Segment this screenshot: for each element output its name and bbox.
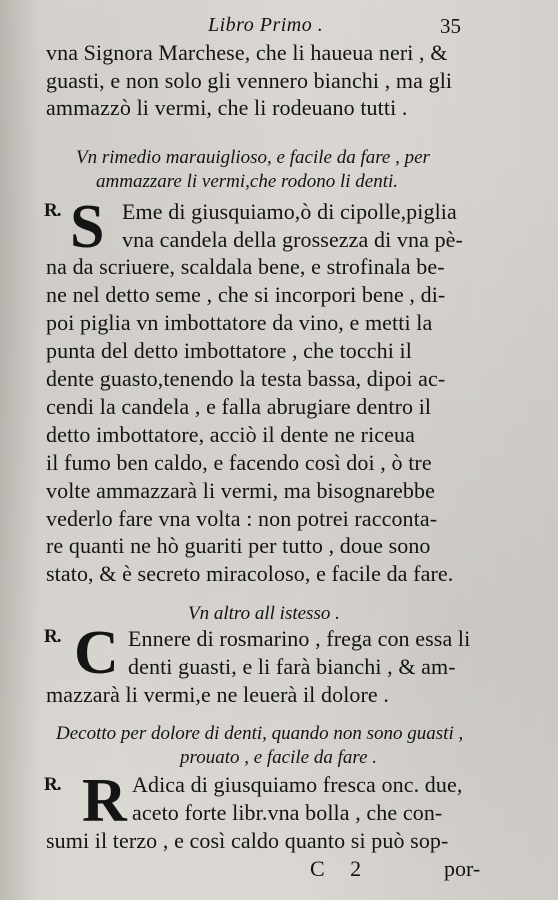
text-line: Ennere di rosmarino , frega con essa li	[128, 626, 471, 651]
remedy-heading: ammazzare li vermi,che rodono li denti.	[96, 171, 399, 192]
text-line: il fumo ben caldo, e facendo così doi , ò tre	[46, 450, 432, 475]
catchword: por-	[444, 856, 481, 881]
running-header-title: Libro Primo .	[208, 14, 324, 36]
text-line: ne nel detto seme , che si incorpori bene , di-	[46, 282, 446, 307]
text-line: aceto forte libr.vna bolla , che con-	[132, 800, 443, 825]
recipe-symbol: R.	[44, 626, 61, 647]
text-line: guasti, e non solo gli vennero bianchi , ma gli	[46, 68, 453, 93]
remedy-heading: prouato , e facile da fare .	[180, 747, 378, 768]
remedy-heading: Vn altro all istesso .	[188, 603, 340, 624]
text-line: poi piglia vn imbottatore da vino, e metti la	[46, 310, 433, 335]
text-line: ammazzò li vermi, che li rodeuano tutti .	[46, 95, 408, 120]
text-line: stato, & è secreto miracoloso, e facile da fare.	[46, 561, 454, 586]
text-line: cendi la candela , e falla abrugiare dentro il	[46, 394, 432, 419]
text-line: na da scriuere, scaldala bene, e strofinala be-	[46, 254, 445, 279]
text-line: mazzarà li vermi,e ne leuerà il dolore .	[46, 682, 389, 707]
recipe-symbol: R.	[44, 200, 61, 221]
text-line: volte ammazzarà li vermi, ma bisognarebbe	[46, 478, 435, 503]
drop-cap: S	[70, 193, 105, 261]
remedy-heading: Decotto per dolore di denti, quando non sono guasti ,	[56, 723, 464, 744]
text-line: detto imbottatore, acciò il dente ne riceua	[46, 422, 415, 447]
text-line: dente guasto,tenendo la testa bassa, dipoi ac-	[46, 366, 446, 391]
text-line: denti guasti, e li farà bianchi , & am-	[128, 654, 456, 679]
text-line: Eme di giusquiamo,ò di cipolle,piglia	[122, 199, 457, 224]
recipe-symbol: R.	[44, 774, 61, 795]
text-line: vna candela della grossezza di vna pè-	[122, 227, 463, 252]
remedy-heading: Vn rimedio marauiglioso, e facile da fare , per	[76, 147, 430, 168]
signature-mark: C 2	[310, 856, 372, 881]
text-line: re quanti ne hò guariti per tutto , doue sono	[46, 533, 431, 558]
page-number: 35	[440, 14, 461, 38]
text-line: vederlo fare vna volta : non potrei racconta-	[46, 506, 438, 531]
text-line: sumi il terzo , e così caldo quanto si può sop-	[46, 828, 449, 853]
text-line: punta del detto imbottatore , che tocchi il	[46, 338, 412, 363]
drop-cap: C	[74, 619, 119, 687]
text-line: vna Signora Marchese, che li haueua neri , &	[46, 40, 448, 65]
text-line: Adica di giusquiamo fresca onc. due,	[132, 772, 463, 797]
drop-cap: R	[82, 767, 127, 835]
